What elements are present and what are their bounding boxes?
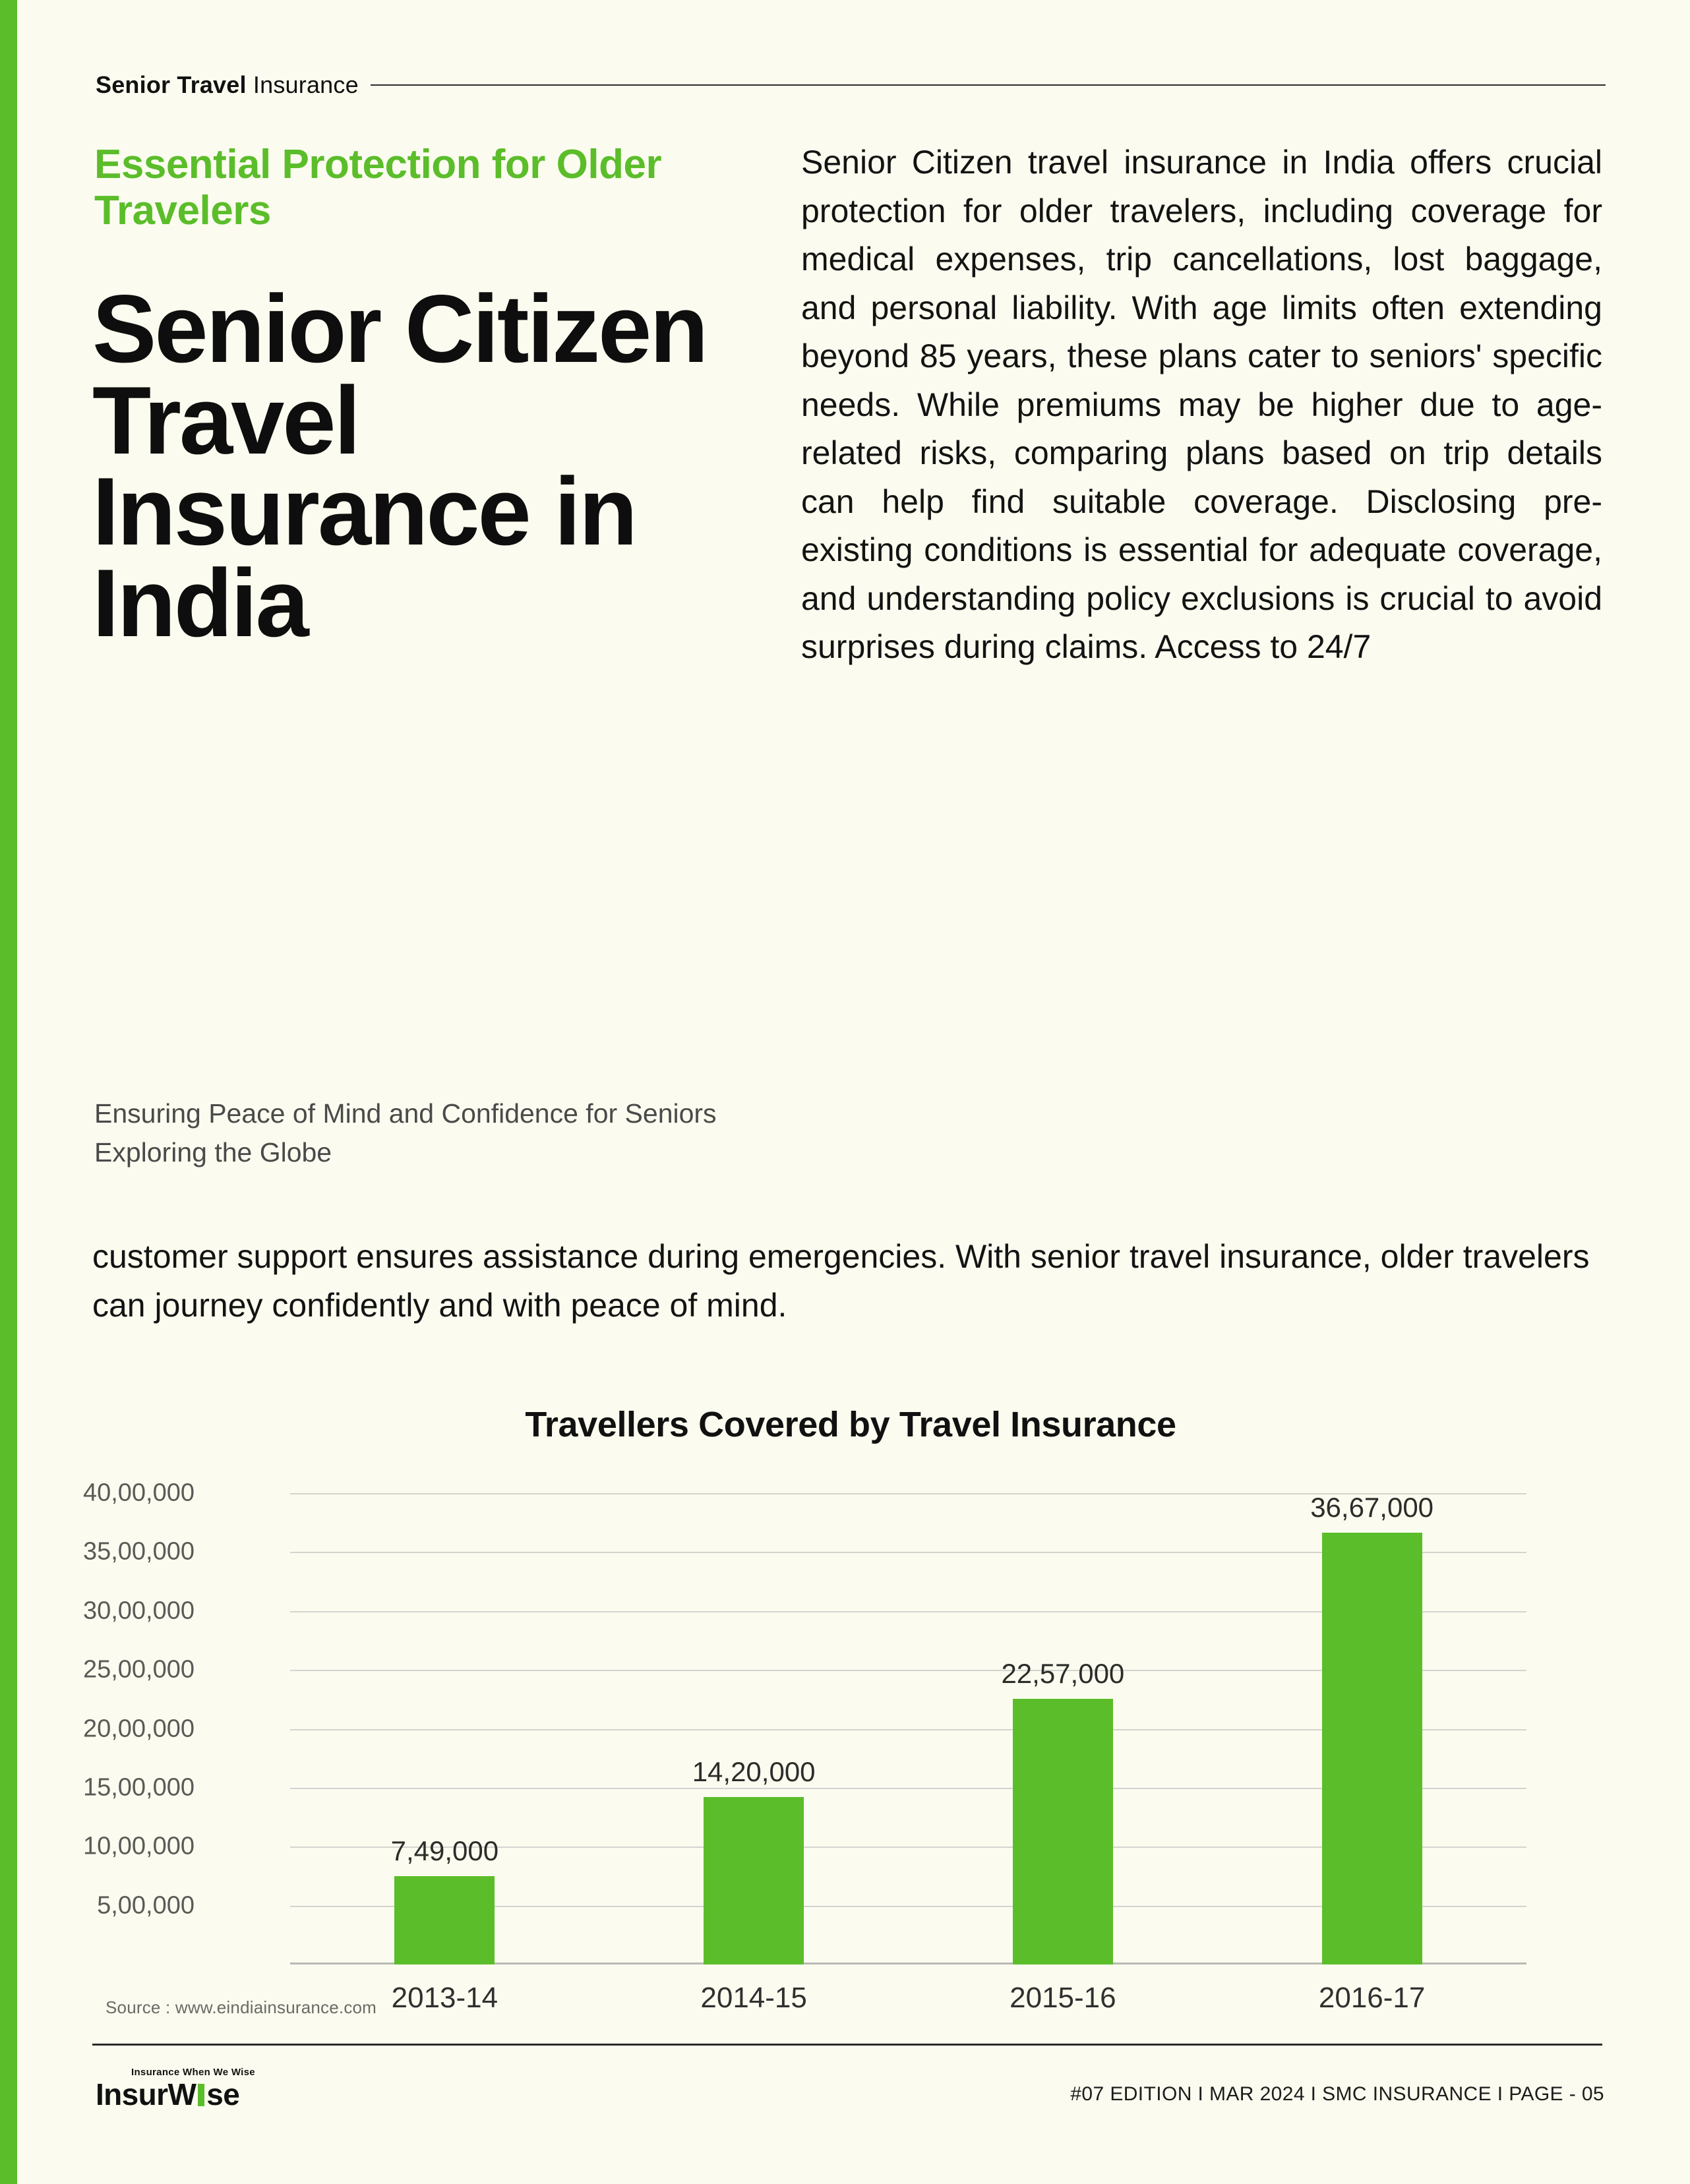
chart-bar-value-label: 14,20,000 <box>692 1756 816 1788</box>
chart-container <box>82 1384 1609 2057</box>
chart-y-tick-label: 15,00,000 <box>82 1773 195 1802</box>
chart-bar-value-label: 36,67,000 <box>1310 1491 1434 1523</box>
article-column-text: Senior Citizen travel insurance in India offers crucial protection for older travelers, including coverage for medical expenses, trip cancellations, lost baggage, and personal liability. With age limits often extending beyond 85 years, these plans cater to seniors' specific needs. While premiums may be higher due to age-related risks, comparing plans based on trip details can help find suitable coverage. Disclosing pre-existing conditions is essential for adequate coverage, and understanding policy exclusions is crucial to avoid surprises during claims. Access to 24/7 <box>801 144 1602 665</box>
article-full-width-text: customer support ensures assistance during emergencies. With senior travel insurance, older travelers can journey confidently and with peace of mind. <box>92 1238 1590 1324</box>
chart-bar-value-label: 7,49,000 <box>390 1835 499 1867</box>
logo-word-part3: se <box>206 2077 240 2111</box>
chart-bar <box>1322 1533 1422 1964</box>
chart-bar <box>394 1876 495 1964</box>
chart-x-tick-label: 2015-16 <box>1010 1982 1116 2014</box>
chart-y-tick-label: 40,00,000 <box>82 1479 195 1507</box>
chart-x-tick-label: 2014-15 <box>700 1982 807 2014</box>
chart-x-tick-label: 2013-14 <box>391 1982 498 2014</box>
logo-wordmark <box>96 2079 373 2110</box>
logo-word-part2: W <box>167 2077 196 2111</box>
footer-rule <box>92 2044 1602 2046</box>
chart-y-tick-label: 20,00,000 <box>82 1715 195 1742</box>
chart-y-tick-label: 5,00,000 <box>97 1891 195 1920</box>
chart-title: Travellers Covered by Travel Insurance <box>525 1405 1176 1444</box>
left-accent-bar <box>0 0 17 2184</box>
header-kicker-bold: Senior Travel <box>96 71 247 98</box>
header-rule <box>371 84 1606 86</box>
chart-bar <box>1013 1699 1113 1964</box>
brand-logo <box>96 2067 373 2110</box>
header-kicker <box>96 71 359 99</box>
chart-y-tick-label: 10,00,000 <box>82 1832 195 1860</box>
chart-bar <box>704 1797 804 1964</box>
chart-x-tick-label: 2016-17 <box>1318 1982 1426 2014</box>
footer-meta: #07 EDITION I MAR 2024 I SMC INSURANCE I PAGE - 05 <box>1070 2083 1604 2105</box>
eyebrow-text: Essential Protection for Older Travelers <box>94 142 662 234</box>
chart-y-tick-label: 35,00,000 <box>82 1537 195 1566</box>
header-kicker-row <box>96 71 1606 99</box>
chart-y-tick-label: 30,00,000 <box>82 1597 195 1625</box>
chart-bar-value-label: 22,57,000 <box>1001 1657 1125 1689</box>
subtitle-text: Ensuring Peace of Mind and Confidence for Seniors Exploring the Globe <box>94 1098 717 1168</box>
header-kicker-light: Insurance <box>246 71 359 98</box>
chart-y-tick-label: 25,00,000 <box>82 1655 195 1684</box>
page-title: Senior Citizen Travel Insurance in India <box>92 275 707 657</box>
logo-i-bar-icon <box>198 2084 204 2106</box>
chart-source: Source : www.eindiainsurance.com <box>106 1997 377 2017</box>
logo-word-part1: Insur <box>96 2077 168 2111</box>
logo-tagline: Insurance When We Wise <box>131 2067 255 2078</box>
